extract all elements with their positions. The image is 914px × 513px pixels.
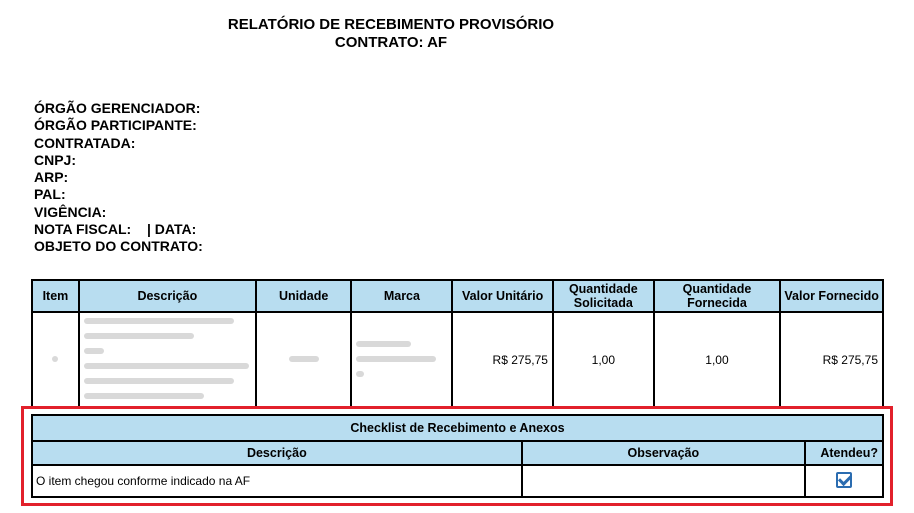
col-valor-fornecido: Valor Fornecido	[780, 280, 883, 312]
col-valor-unitario: Valor Unitário	[452, 280, 553, 312]
cell-valor-fornecido: R$ 275,75	[780, 312, 883, 407]
checklist-table	[31, 414, 884, 498]
field-pal: PAL:	[34, 186, 66, 203]
field-data: | DATA:	[147, 221, 197, 238]
atendeu-checkbox[interactable]	[836, 472, 852, 488]
field-orgao-gerenciador: ÓRGÃO GERENCIADOR:	[34, 100, 201, 116]
field-orgao-participante: ÓRGÃO PARTICIPANTE:	[34, 117, 197, 134]
field-objeto: OBJETO DO CONTRATO:	[34, 238, 203, 255]
cell-descricao-redacted	[79, 312, 256, 407]
cell-valor-unitario: R$ 275,75	[452, 312, 553, 407]
cell-qtd-fornecida: 1,00	[654, 312, 781, 407]
contract-fields	[34, 100, 203, 256]
checklist-atendeu-cell	[805, 465, 883, 497]
checklist-header-row	[32, 441, 883, 465]
report-title-line1: RELATÓRIO DE RECEBIMENTO PROVISÓRIO	[227, 16, 555, 33]
field-cnpj: CNPJ:	[34, 151, 77, 168]
cell-item-redacted	[32, 312, 79, 407]
field-vigencia: VIGÊNCIA:	[34, 203, 107, 220]
table-row	[32, 312, 883, 407]
checklist-col-atendeu: Atendeu?	[805, 441, 883, 465]
cell-unidade-redacted	[256, 312, 352, 407]
field-nota-fiscal-data	[34, 221, 203, 238]
col-descricao: Descrição	[79, 280, 256, 312]
col-unidade: Unidade	[256, 280, 352, 312]
field-contratada: CONTRATADA:	[34, 134, 136, 151]
report-title-line2: CONTRATO: AF	[334, 34, 448, 51]
checklist-observacao-field[interactable]	[522, 465, 805, 497]
report-title	[0, 16, 782, 52]
checklist-col-observacao: Observação	[522, 441, 805, 465]
col-qtd-solicitada: Quantidade Solicitada	[553, 280, 654, 312]
checklist-col-descricao: Descrição	[32, 441, 522, 465]
cell-marca-redacted	[351, 312, 452, 407]
items-table	[31, 279, 884, 407]
field-nota-fiscal: NOTA FISCAL:	[34, 221, 132, 238]
checklist-descricao: O item chegou conforme indicado na AF	[32, 465, 522, 497]
col-marca: Marca	[351, 280, 452, 312]
field-arp: ARP:	[34, 169, 69, 186]
checklist-title: Checklist de Recebimento e Anexos	[32, 415, 883, 441]
items-header-row	[32, 280, 883, 312]
col-qtd-fornecida: Quantidade Fornecida	[654, 280, 781, 312]
cell-qtd-solicitada: 1,00	[553, 312, 654, 407]
table-row	[32, 465, 883, 497]
col-item: Item	[32, 280, 79, 312]
